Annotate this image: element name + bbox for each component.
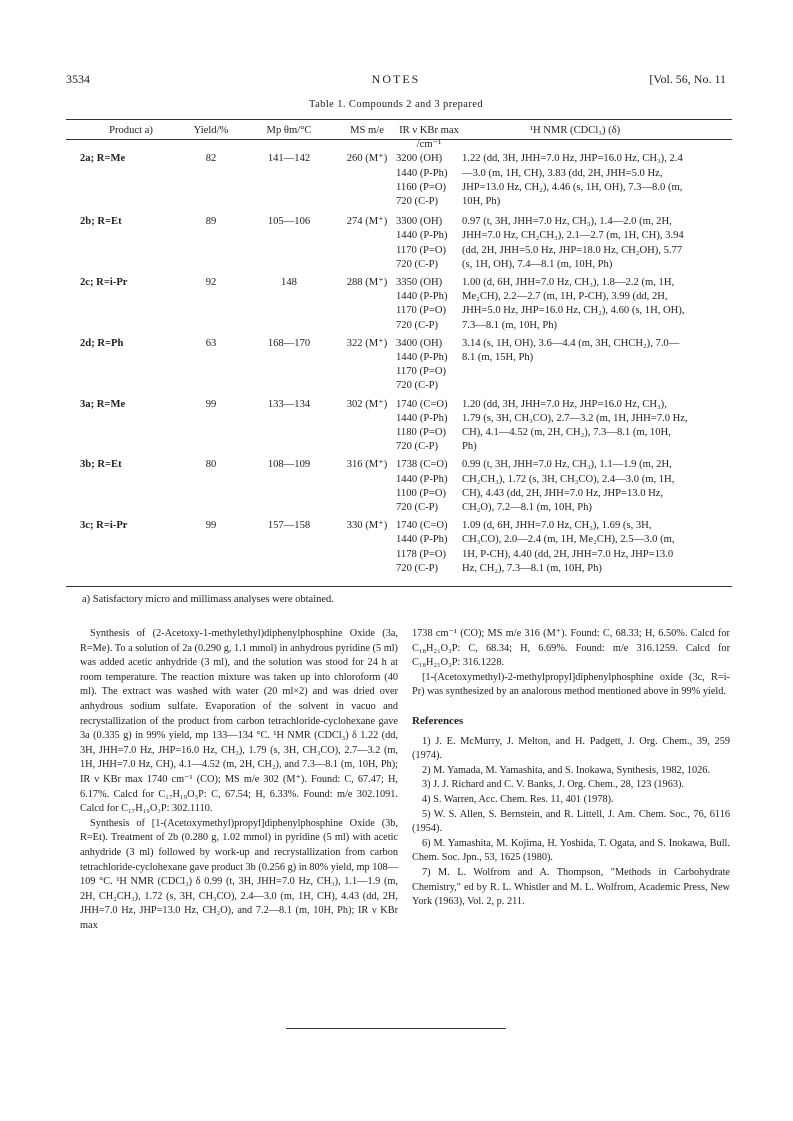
ir-cell xyxy=(396,215,462,272)
mp-cell: 108—109 xyxy=(267,459,311,471)
yield-cell: 99 xyxy=(205,520,217,532)
section-title: NOTES xyxy=(371,72,421,86)
nmr-cell: 0.97 (t, 3H, JHH=7.0 Hz, CH₃), 1.4—2.0 (m, 2H, JHH=7.0 Hz, CH₂CH₃), 2.1—2.7 (m, 1H, CH), 3.94 (dd, 2H, JHH=5.0 Hz, JHP=18.0 Hz, CH₂OH), 5.77 (s, 1H, OH), 7.4—8.1 (m, 10H, Ph) xyxy=(462,216,684,270)
table-row xyxy=(72,398,688,455)
product-cell: 3a; R=Me xyxy=(80,398,126,410)
table-header-row xyxy=(72,124,688,152)
references-list xyxy=(412,735,730,910)
nmr-cell: 1.22 (dd, 3H, JHH=7.0 Hz, JHP=16.0 Hz, CH₃), 2.4—3.0 (m, 1H, CH), 3.83 (dd, 2H, JHH=5.0 Hz, JHP=13.0 Hz, CH₂), 4.46 (s, 1H, OH), 7.3—8.0 (m, 10H, Ph) xyxy=(462,153,683,208)
mp-cell: 141—142 xyxy=(267,153,311,165)
ms-cell: 330 (M⁺) xyxy=(346,520,388,532)
ir-cell xyxy=(396,519,462,576)
ir-band: 720 (C-P) xyxy=(396,380,439,392)
col-ms: MS m/e xyxy=(350,125,384,136)
table-row xyxy=(72,152,688,209)
ir-band: 1740 (C=O) xyxy=(396,398,448,410)
ir-band: 1440 (P-Ph) xyxy=(396,473,448,485)
product-cell: 2c; R=i-Pr xyxy=(80,277,128,289)
ir-band: 720 (C-P) xyxy=(396,196,439,208)
volume-info: [Vol. 56, No. 11 xyxy=(649,72,726,86)
col-mp: Mp θm/°C xyxy=(266,125,312,136)
ir-band: 720 (C-P) xyxy=(396,562,439,574)
table-footnote: a) Satisfactory micro and millimass analyses were obtained. xyxy=(82,594,334,605)
ir-band: 1100 (P=O) xyxy=(396,487,447,499)
ir-band: 1160 (P=O) xyxy=(396,181,447,193)
ir-band: 1170 (P=O) xyxy=(396,305,447,317)
ms-cell: 322 (M⁺) xyxy=(346,337,388,349)
col-yield: Yield/% xyxy=(193,125,229,136)
references-heading: References xyxy=(412,714,464,727)
table-row xyxy=(72,519,688,576)
ms-cell: 260 (M⁺) xyxy=(346,153,388,165)
table-bottom-rule xyxy=(66,586,732,587)
paragraph-3b-synthesis: Synthesis of [1-(Acetoxymethyl)propyl]diphenylphosphine Oxide (3b, R=Et). Treatment of 2b (0.280 g, 1.02 mmol) in pyridine (5 ml) with acetic anhydride (3 ml) followed by work-up and recrystallization from carbon tetrachloride-cyclohexane gave product 3b (0.256 g) in 80% yield, mp 108—109 °C. ¹H NMR (CDCl₃) δ 0.99 (t, 3H, JHH=7.0 Hz, CH₃), 1.1—1.9 (m, 2H, CH₂CH₃), 1.72 (s, 3H, CH₃CO), 2.4—3.0 (m, 1H, CH), 4.43 (dd, 2H, JHH=7.0 Hz, JHP=13.0 Hz, CH₂O), and 7.2—8.1 (m, 10H, Ph); IR ν KBr max xyxy=(80,817,398,931)
ir-band: 1440 (P-Ph) xyxy=(396,291,448,303)
product-cell: 3c; R=i-Pr xyxy=(80,520,128,532)
ms-cell: 302 (M⁺) xyxy=(346,398,388,410)
reference-item: 1) J. E. McMurry, J. Melton, and H. Padgett, J. Org. Chem., 39, 259 (1974). xyxy=(412,735,730,762)
compounds-table xyxy=(72,124,688,576)
reference-item: 6) M. Yamashita, M. Kojima, H. Yoshida, T. Ogata, and S. Inokawa, Bull. Chem. Soc. Jpn., 53, 1625 (1980). xyxy=(412,837,730,864)
table-row xyxy=(72,458,688,515)
nmr-cell: 1.09 (d, 6H, JHH=7.0 Hz, CH₃), 1.69 (s, 3H, CH₃CO), 2.0—2.4 (m, 1H, Me₂CH), 2.5—3.0 (m, 1H, P-CH), 4.40 (dd, 2H, JHH=7.0 Hz, JHP=13.0 Hz, CH₂), 7.3—8.1 (m, 10H, Ph) xyxy=(462,520,675,574)
table-top-rule xyxy=(66,119,732,120)
yield-cell: 89 xyxy=(205,216,217,228)
reference-item: 3) J. J. Richard and C. V. Banks, J. Org. Chem., 28, 123 (1963). xyxy=(422,779,684,791)
ir-cell xyxy=(396,276,462,333)
ir-band: 720 (C-P) xyxy=(396,502,439,514)
ir-band: 3200 (OH) xyxy=(396,153,443,165)
reference-item: 2) M. Yamada, M. Yamashita, and S. Inokawa, Synthesis, 1982, 1026. xyxy=(422,764,711,776)
ir-band: 1440 (P-Ph) xyxy=(396,230,448,242)
left-column xyxy=(80,627,398,933)
yield-cell: 82 xyxy=(205,153,217,165)
ir-band: 3350 (OH) xyxy=(396,277,443,289)
paragraph-3b-continued: 1738 cm⁻¹ (CO); MS m/e 316 (M⁺). Found: C, 68.33; H, 6.50%. Calcd for C₁₈H₂₁O₃P: C, 68.34; H, 6.69%. Found: m/e 316.1259. Calcd for C₁₈H₂₁O₃P: 316.1228. xyxy=(412,628,730,669)
page-number: 3534 xyxy=(66,72,90,86)
yield-cell: 92 xyxy=(205,277,217,289)
ir-band: 3300 (OH) xyxy=(396,216,443,228)
product-cell: 2a; R=Me xyxy=(80,153,126,165)
yield-cell: 80 xyxy=(205,459,217,471)
end-rule xyxy=(286,1028,506,1029)
mp-cell: 168—170 xyxy=(267,337,311,349)
nmr-cell: 0.99 (t, 3H, JHH=7.0 Hz, CH₃), 1.1—1.9 (m, 2H, CH₂CH₃), 1.72 (s, 3H, CH₃CO), 2.4—3.0 (m, 1H, CH), 4.43 (dd, 2H, JHH=7.0 Hz, JHP=13.0 Hz, CH₂O), 7.2—8.1 (m, 10H, Ph) xyxy=(462,459,675,514)
table-row xyxy=(72,276,688,333)
ir-cell xyxy=(396,337,462,394)
ir-band: 1440 (P-Ph) xyxy=(396,534,448,546)
ir-band: 1738 (C=O) xyxy=(396,459,448,471)
yield-cell: 99 xyxy=(205,398,217,410)
product-cell: 2d; R=Ph xyxy=(80,337,124,349)
mp-cell: 133—134 xyxy=(267,398,311,410)
reference-item: 4) S. Warren, Acc. Chem. Res. 11, 401 (1978). xyxy=(422,793,614,805)
col-nmr: ¹H NMR (CDCl₃) (δ) xyxy=(529,125,621,136)
ir-band: 720 (C-P) xyxy=(396,441,439,453)
ir-cell xyxy=(396,152,462,209)
table-row xyxy=(72,215,688,272)
nmr-cell: 1.00 (d, 6H, JHH=7.0 Hz, CH₃), 1.8—2.2 (m, 1H, Me₂CH), 2.2—2.7 (m, 1H, P-CH), 3.99 (dd, 2H, JHH=5.0 Hz, JHP=16.0 Hz, CH₂), 4.60 (s, 1H, OH), 7.3—8.1 (m, 10H, Ph) xyxy=(462,277,685,331)
col-ir: IR ν KBr max /cm⁻¹ xyxy=(399,125,459,151)
ir-band: 3400 (OH) xyxy=(396,337,443,349)
ir-band: 1178 (P=O) xyxy=(396,548,447,560)
product-cell: 2b; R=Et xyxy=(80,216,122,228)
table-caption: Table 1. Compounds 2 and 3 prepared xyxy=(309,99,483,110)
reference-item: 5) W. S. Allen, S. Bernstein, and R. Littell, J. Am. Chem. Soc., 76, 6116 (1954). xyxy=(412,808,730,835)
yield-cell: 63 xyxy=(205,337,217,349)
paragraph-3c-synthesis: [1-(Acetoxymethyl)-2-methylpropyl]diphenylphosphine oxide (3c, R=i-Pr) was synthesized by an analorous method mentioned above in 99% yield. xyxy=(412,671,730,698)
ir-band: 1440 (P-Ph) xyxy=(396,167,448,179)
ir-band: 1170 (P=O) xyxy=(396,366,447,378)
nmr-cell: 1.20 (dd, 3H, JHH=7.0 Hz, JHP=16.0 Hz, CH₃), 1.79 (s, 3H, CH₃CO), 2.7—3.2 (m, 1H, JHH=7.0 Hz, CH), 4.1—4.52 (m, 2H, CH₂), 7.3—8.1 (m, 10H, Ph) xyxy=(462,398,688,453)
ms-cell: 274 (M⁺) xyxy=(346,216,388,228)
mp-cell: 105—106 xyxy=(267,216,311,228)
right-column xyxy=(412,627,730,910)
ir-band: 1180 (P=O) xyxy=(396,427,447,439)
product-cell: 3b; R=Et xyxy=(80,459,122,471)
ms-cell: 288 (M⁺) xyxy=(346,277,388,289)
reference-item: 7) M. L. Wolfrom and A. Thompson, "Methods in Carbohydrate Chemistry," ed by R. L. Whistler and M. L. Wolfrom, Academic Press, New York (1963), Vol. 2, p. 211. xyxy=(412,866,730,908)
mp-cell: 148 xyxy=(281,277,297,289)
ir-band: 720 (C-P) xyxy=(396,258,439,270)
page-header xyxy=(66,72,726,88)
ir-cell xyxy=(396,398,462,455)
col-product: Product a) xyxy=(109,125,153,136)
ir-band: 1170 (P=O) xyxy=(396,244,447,256)
ir-band: 1440 (P-Ph) xyxy=(396,412,448,424)
ir-cell xyxy=(396,458,462,515)
ms-cell: 316 (M⁺) xyxy=(346,459,388,471)
ir-band: 1740 (C=O) xyxy=(396,520,448,532)
paragraph-3a-synthesis: Synthesis of (2-Acetoxy-1-methylethyl)diphenylphosphine Oxide (3a, R=Me). To a solution of 2a (0.290 g, 1.1 mmol) in anhydrous pyridine (5 ml) was added acetic anhydride (3 ml), and the solution was stood for 24 h at room temperature. The reaction mixture was taken up into chloroform (40 ml). The extract was washed with water (20 ml×2) and was dried over anhydrous sodium sulfate. Evaporation of the solvent in vacuo and recrystallization of the product from carbon tetrachloride-cyclohexane gave 3a (0.335 g) in 99% yield, mp 133—134 °C. ¹H NMR (CDCl₃) δ 1.22 (dd, 3H, JHH=7.0 Hz, JHP=16.0 Hz, CH₃), 1.79 (s, 3H, CH₃CO), 2.7—3.2 (m, 1H, JHH=7.0 Hz, CH), 4.1—4.52 (m, 2H, CH₂), and 7.3—8.1 (m, 10H, Ph); IR ν KBr max 1740 cm⁻¹ (CO); MS m/e 302 (M⁺). Found: C, 67.47; H, 6.17%. Calcd for C₁₇H₁₉O₃P: C, 67.54; H, 6.33%. Found: m/e 302.1091. Calcd for C₁₇H₁₉O₃P: 302.1110. xyxy=(80,628,398,815)
ir-band: 1440 (P-Ph) xyxy=(396,352,448,364)
ir-band: 720 (C-P) xyxy=(396,319,439,331)
nmr-cell: 3.14 (s, 1H, OH), 3.6—4.4 (m, 3H, CHCH₂), 7.0—8.1 (m, 15H, Ph) xyxy=(462,337,680,364)
table-row xyxy=(72,337,688,394)
mp-cell: 157—158 xyxy=(267,520,311,532)
